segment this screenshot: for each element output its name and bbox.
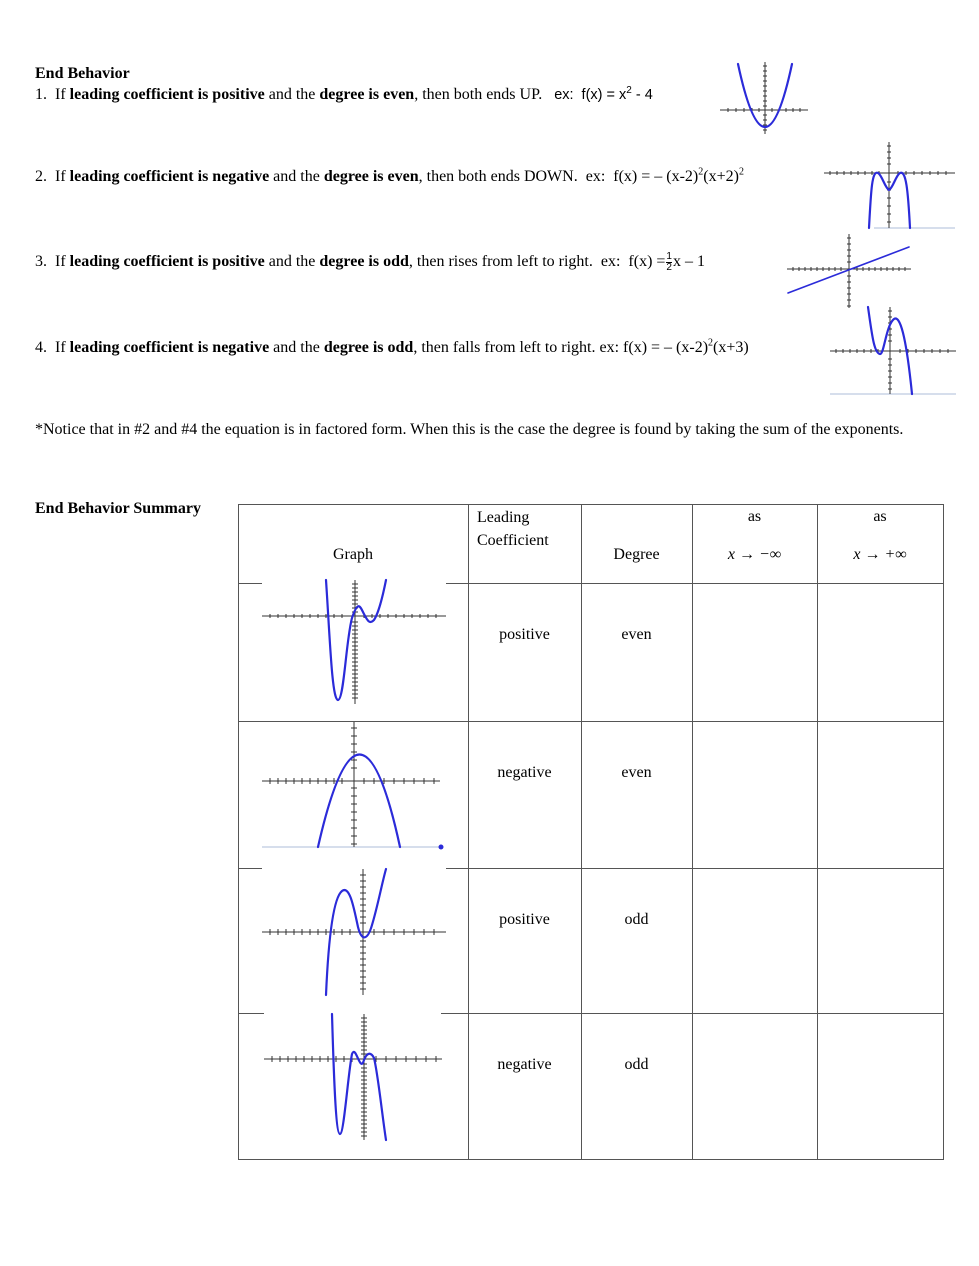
example-text: f(x) = – (x-2) <box>613 168 699 185</box>
header-text: Coefficient <box>477 532 549 549</box>
rule-bold-condition: degree is even <box>323 168 419 185</box>
example-text: f(x) = x <box>581 87 627 103</box>
fraction-denominator: 2 <box>666 262 672 273</box>
cell-degree: even <box>621 626 652 643</box>
table-row-divider <box>238 583 262 584</box>
header-leading-coefficient <box>477 506 549 552</box>
table-row-divider <box>441 1013 944 1014</box>
cell-degree: odd <box>624 911 649 928</box>
table-graph-negative-odd <box>264 1014 442 1144</box>
header-as-right: as <box>873 508 887 525</box>
example-exponent: 2 <box>738 166 744 178</box>
rule-text: and the <box>264 253 320 271</box>
rule-text: If <box>55 253 70 271</box>
rule-bold-condition: degree is odd <box>323 339 414 356</box>
example-label: ex: <box>585 168 606 185</box>
graph-axes <box>262 869 446 995</box>
cell-leading-coefficient: positive <box>499 911 550 928</box>
example-text: - 4 <box>631 87 653 103</box>
table-col-divider <box>817 504 818 1160</box>
rule-text: , then falls from left to right. <box>413 339 596 356</box>
table-border-bottom <box>238 1159 944 1160</box>
example-exponent: 2 <box>698 166 704 178</box>
header-text: Leading <box>477 509 530 526</box>
header-as-left: as <box>747 508 762 525</box>
cell-degree: odd <box>624 1056 649 1073</box>
rule-bold-condition: leading coefficient is negative <box>69 168 270 185</box>
rule-text: and the <box>269 168 324 185</box>
example-text: (x+2) <box>703 168 739 185</box>
rule-text: , then both ends DOWN. <box>418 168 578 185</box>
example-exponent: 2 <box>626 85 632 97</box>
graph-axes <box>262 722 440 847</box>
table-row-divider <box>238 868 262 869</box>
graph-axes <box>264 1014 442 1140</box>
rule-text: If <box>55 168 70 185</box>
factored-form-note: *Notice that in #2 and #4 the equation is in factored form. When this is the case the degree is found by taking the sum of the exponents. <box>35 421 904 438</box>
example-text: (x+3) <box>713 339 749 356</box>
cell-leading-coefficient: negative <box>497 1056 552 1073</box>
cell-leading-coefficient: positive <box>499 626 550 643</box>
rule-text: and the <box>264 86 320 103</box>
rule-bold-condition: degree is odd <box>319 253 409 271</box>
rule-bold-condition: leading coefficient is negative <box>69 339 270 356</box>
cell-leading-coefficient: negative <box>497 764 552 781</box>
rule-text: , then both ends UP. <box>414 86 543 103</box>
example-text: f(x) = – (x-2) <box>623 339 709 356</box>
header-degree: Degree <box>613 546 660 563</box>
rule-number: 4. <box>35 339 47 356</box>
graph-curve <box>332 1014 386 1140</box>
table-graph-positive-even <box>262 580 446 705</box>
graph-curve <box>318 755 400 848</box>
header-graph: Graph <box>333 546 373 563</box>
rule-text: If <box>55 339 70 356</box>
table-border-right <box>943 504 944 1160</box>
table-row-divider <box>446 583 944 584</box>
cell-degree: even <box>621 764 652 781</box>
example-text: x – 1 <box>672 253 705 271</box>
rule-bold-condition: leading coefficient is positive <box>69 253 265 271</box>
rule-text: If <box>55 86 70 103</box>
example-label: ex: <box>599 339 620 356</box>
table-graph-positive-odd <box>262 869 446 997</box>
example-exponent: 2 <box>708 337 714 349</box>
rule-text: and the <box>269 339 324 356</box>
rule-number: 2. <box>35 168 47 185</box>
example-label: ex: <box>600 253 621 271</box>
rule-text: , then rises from left to right. <box>408 253 593 271</box>
table-border-top <box>238 504 944 505</box>
fraction-numerator: 1 <box>666 251 672 262</box>
header-x-to-neg-infinity: x → −∞ <box>727 546 782 563</box>
example-text: f(x) = <box>628 253 666 271</box>
rule-number: 1. <box>35 86 47 103</box>
graph-axes <box>262 580 446 704</box>
rule-bold-condition: leading coefficient is positive <box>69 86 265 103</box>
rule-bold-condition: degree is even <box>319 86 415 103</box>
table-graph-negative-even <box>262 722 446 852</box>
table-border-left <box>238 504 239 1160</box>
table-row-divider <box>446 868 944 869</box>
header-x-to-pos-infinity: x → +∞ <box>853 546 907 563</box>
summary-title: End Behavior Summary <box>35 500 201 517</box>
rule-number: 3. <box>35 253 47 271</box>
example-label: ex: <box>554 87 574 103</box>
table-row-divider <box>238 1013 264 1014</box>
table-col-divider <box>692 504 693 1160</box>
section-title: End Behavior <box>35 65 130 82</box>
graph-point <box>439 845 444 850</box>
